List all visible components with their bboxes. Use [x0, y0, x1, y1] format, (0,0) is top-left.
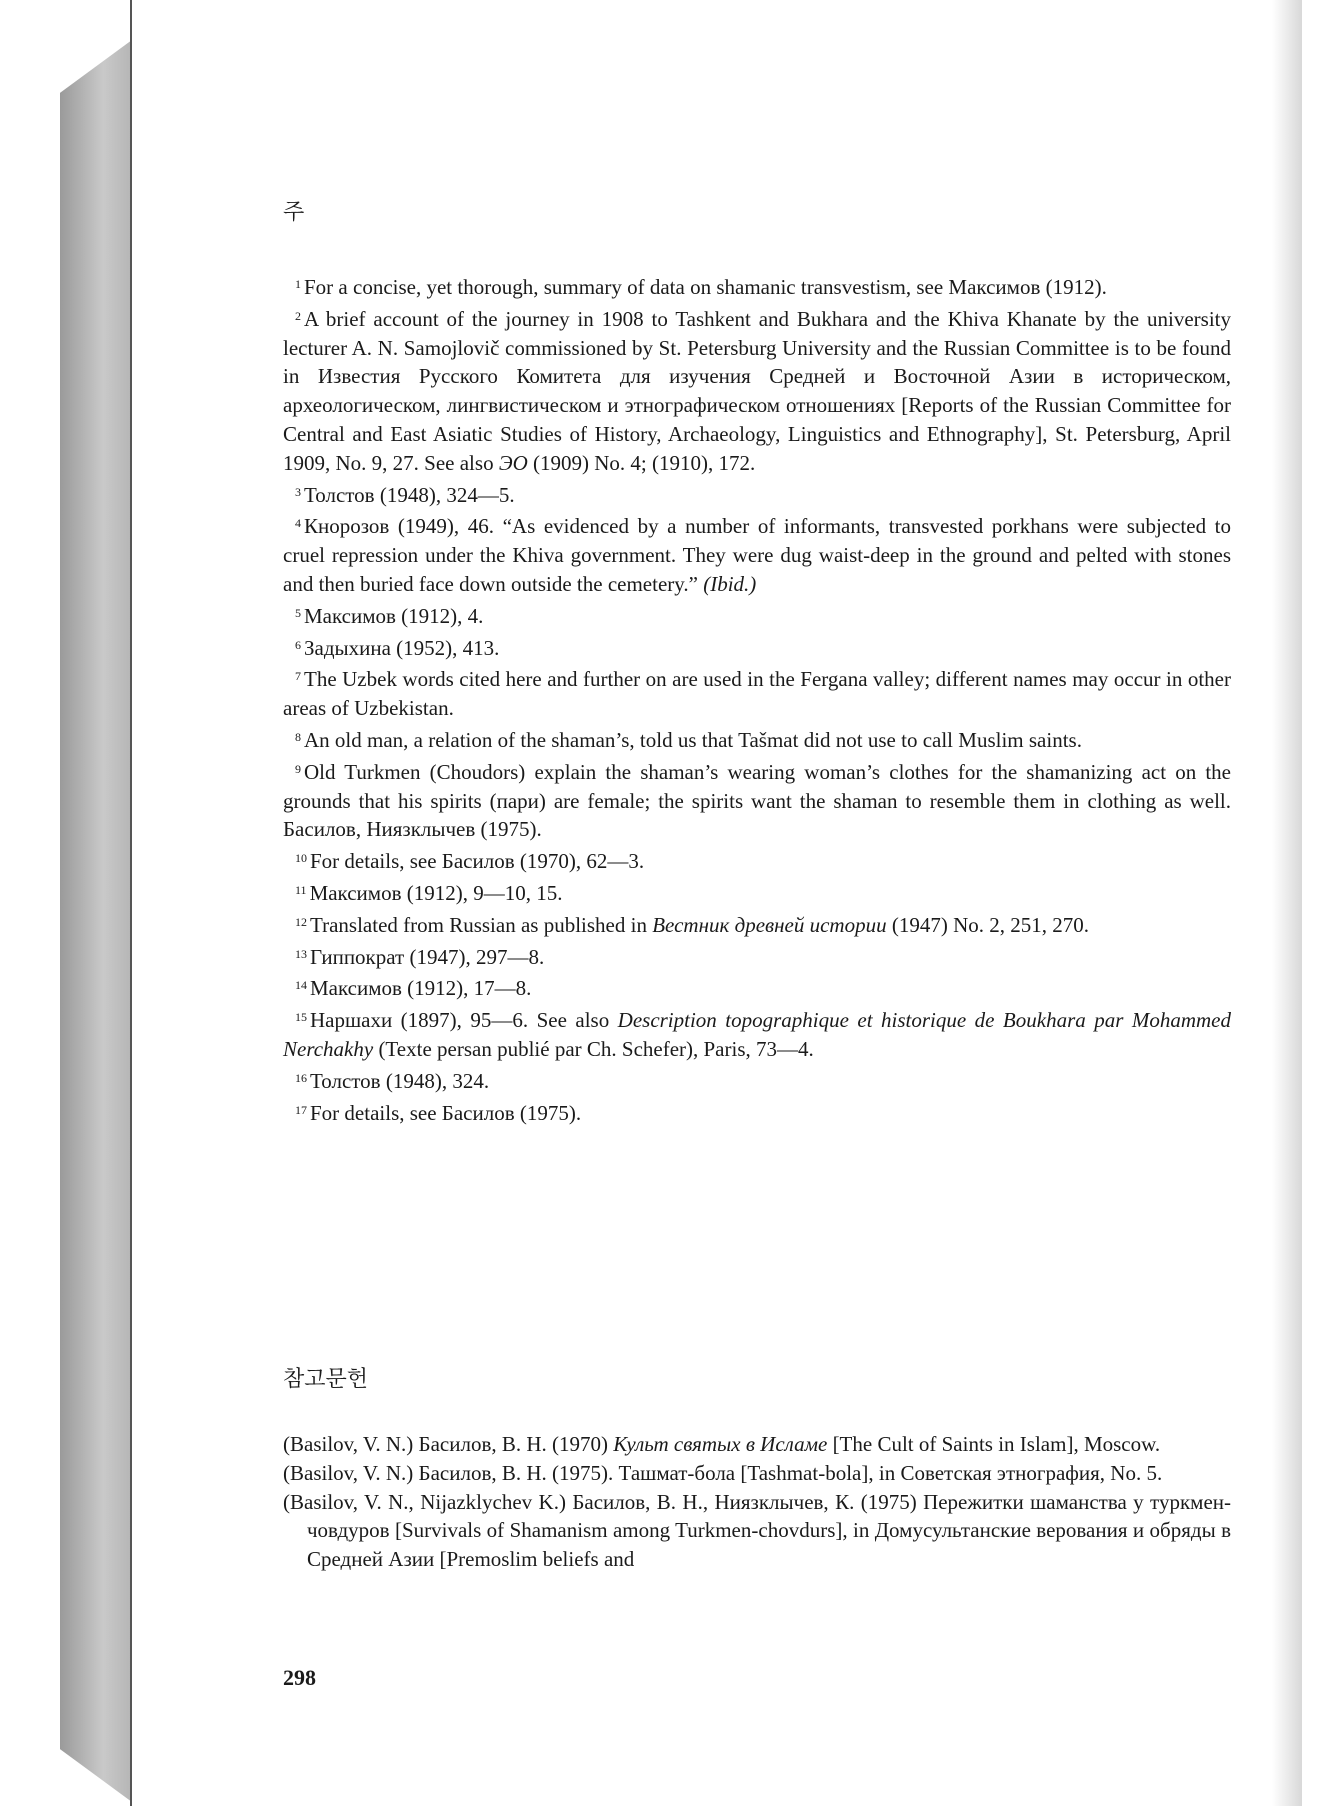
- footnotes: [283, 270, 1231, 1127]
- footnote: [283, 844, 1231, 876]
- footnote-number: 11: [295, 882, 307, 897]
- footnote: [283, 662, 1231, 723]
- footnote: [283, 971, 1231, 1003]
- footnote: [283, 599, 1231, 631]
- footnote: [283, 876, 1231, 908]
- text-segment: Максимов (1912), 4.: [304, 603, 484, 628]
- text-segment: Вестник древней истории: [652, 912, 887, 937]
- text-segment: Толстов (1948), 324—5.: [304, 482, 515, 507]
- footnote-number: 12: [295, 914, 307, 929]
- text-segment: (Basilov, V. N.) Басилов, В. Н. (1970): [283, 1432, 614, 1456]
- text-segment: For a concise, yet thorough, summary of data on shamanic transvestism, see Максимов (1912).: [304, 275, 1107, 299]
- text-segment: Old Turkmen (Choudors) explain the shaman’s wearing woman’s clothes for the shamanizing act on the grounds that his spirits (пари) are female; the spirits want the shaman to resemble them in clothing as well. Басилов, Ниязклычев (1975).: [283, 759, 1231, 842]
- text-segment: Гиппократ (1947), 297—8.: [310, 944, 545, 969]
- book-spine: [60, 40, 132, 1802]
- footnote: [283, 1096, 1231, 1128]
- footnote: [283, 302, 1231, 478]
- text-segment: For details, see Басилов (1975).: [310, 1100, 582, 1125]
- footnote-number: 8: [295, 729, 301, 744]
- footnote: [283, 1064, 1231, 1096]
- text-segment: Кнорозов (1949), 46. “As evidenced by a number of informants, transvested porkhans were subjected to cruel repression under the Khiva government. They were dug waist-deep in the ground and pelted with stones and then buried face down outside the cemetery.”: [283, 514, 1231, 596]
- text-segment: Наршахи (1897), 95—6. See also: [310, 1008, 618, 1033]
- text-segment: An old man, a relation of the shaman’s, told us that Tašmat did not use to call Muslim saints.: [304, 727, 1082, 752]
- footnote: [283, 478, 1231, 510]
- text-segment: [The Cult of Saints in Islam], Moscow.: [827, 1432, 1161, 1456]
- footnote: [283, 509, 1231, 598]
- text-segment: Задыхина (1952), 413.: [304, 635, 500, 660]
- footnote: [283, 908, 1231, 940]
- footnote-number: 1: [295, 277, 301, 291]
- page-edge-shadow: [1272, 0, 1302, 1806]
- text-segment: (Basilov, V. N., Nijazklychev K.) Басилов, В. Н., Ниязклычев, К. (1975) Пережитки шаманства у туркмен-човдуров [Survivals of Shamanism among Turkmen-chovdurs], in Домусультанские верования и обряды в Средней Азии [Premoslim beliefs and: [283, 1489, 1232, 1572]
- footnote-number: 14: [295, 978, 307, 993]
- text-segment: Культ святых в Исламе: [613, 1432, 828, 1456]
- page-number: 298: [283, 1665, 316, 1690]
- footnote-number: 10: [295, 851, 307, 866]
- text-segment: Максимов (1912), 9—10, 15.: [309, 880, 563, 905]
- text-segment: ЭО: [498, 450, 528, 475]
- footnote-number: 4: [295, 516, 301, 531]
- footnote-number: 16: [295, 1070, 307, 1085]
- text-segment: A brief account of the journey in 1908 to Tashkent and Bukhara and the Khiva Khanate by the university lecturer A. N. Samojlovič commissioned by St. Petersburg University and the Russian Committee is to be found in Известия Русского Комитета для изучения Средней и Восточной Азии в историческом, археологическом, лингвистическом и этнографическом отношениях [Reports of the Russian Committee for Central and East Asiatic Studies of History, Archaeology, Linguistics and Ethnography], St. Petersburg, April 1909, No. 9, 27. See also: [283, 306, 1231, 475]
- footnote-number: 7: [295, 669, 301, 684]
- text-segment: (Texte persan publié par Ch. Schefer), Paris, 73—4.: [373, 1036, 814, 1061]
- footnote: [283, 755, 1231, 844]
- footnote: [283, 631, 1231, 663]
- references-heading: 참고문헌: [283, 1367, 369, 1392]
- footnote-number: 9: [295, 761, 301, 776]
- text-segment: (Ibid.): [703, 571, 757, 596]
- text-segment: (Basilov, V. N.) Басилов, В. Н. (1975). Ташмат-бола [Tashmat-bola], in Советская этнография, No. 5.: [283, 1460, 1163, 1485]
- text-segment: For details, see Басилов (1970), 62—3.: [310, 849, 645, 874]
- text-segment: Толстов (1948), 324.: [310, 1068, 490, 1093]
- footnote: [283, 723, 1231, 755]
- reference-entry: [283, 1488, 1231, 1574]
- text-segment: (1947) No. 2, 251, 270.: [886, 912, 1090, 937]
- text-segment: Максимов (1912), 17—8.: [310, 976, 532, 1001]
- footnote-number: 13: [295, 946, 307, 961]
- footnote: [283, 270, 1231, 302]
- references: [283, 1430, 1231, 1574]
- reference-entry: [283, 1459, 1231, 1488]
- footnote-number: 2: [295, 308, 301, 323]
- footnote-number: 15: [295, 1010, 307, 1025]
- footnote-number: 6: [295, 637, 301, 652]
- text-segment: Translated from Russian as published in: [310, 912, 653, 937]
- reference-entry: [283, 1430, 1231, 1459]
- notes-heading: 주: [283, 200, 305, 225]
- text-segment: The Uzbek words cited here and further on are used in the Fergana valley; different names may occur in other areas of Uzbekistan.: [283, 667, 1231, 721]
- footnote: [283, 940, 1231, 972]
- text-segment: Description topographique et historique de Boukhara par Mohammed Nerchakhy: [283, 1008, 1231, 1061]
- text-segment: (1909) No. 4; (1910), 172.: [527, 450, 756, 475]
- footnote-number: 5: [295, 605, 301, 620]
- footnote: [283, 1003, 1231, 1064]
- footnote-number: 17: [295, 1102, 307, 1117]
- footnote-number: 3: [295, 484, 301, 499]
